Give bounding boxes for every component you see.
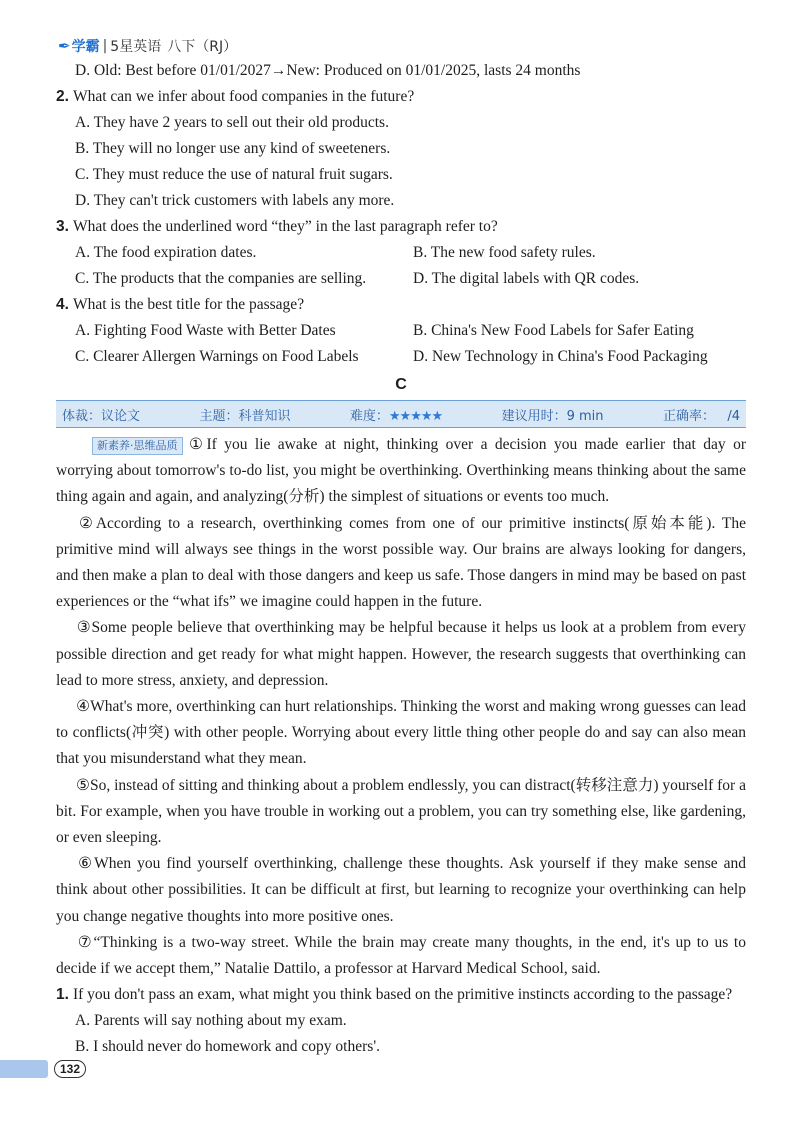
option-row	[56, 318, 746, 344]
paragraph-4	[56, 694, 746, 773]
grade-label: 八下（RJ）	[167, 39, 238, 55]
option: D. They can't trick customers with labels any more.	[75, 192, 395, 209]
option-row	[56, 240, 746, 266]
question-3	[56, 214, 746, 240]
prev-option-d: D. Old: Best before 01/01/2027→New: Produced on 01/01/2025, lasts 24 months	[75, 62, 581, 79]
section-letter: C	[395, 376, 407, 393]
difficulty-label: 难度：	[349, 408, 389, 424]
star-rating-icon: ★★★★★	[388, 408, 443, 424]
option: B. China's New Food Labels for Safer Eating	[413, 322, 694, 339]
paragraph-1	[56, 432, 746, 511]
option: B. They will no longer use any kind of sweeteners.	[75, 140, 391, 157]
option: A. They have 2 years to sell out their old products.	[75, 114, 389, 131]
page-number: 132	[54, 1060, 86, 1078]
skill-badge: 新素养·思维品质	[92, 437, 183, 455]
question-number: 4.	[56, 296, 69, 313]
option: C. The products that the companies are selling.	[75, 270, 367, 287]
footer-decoration	[0, 1060, 48, 1078]
paragraph-6	[56, 851, 746, 930]
brand-logo	[58, 36, 100, 56]
series-name: 5星英语	[110, 39, 162, 55]
paragraph-7	[56, 930, 746, 982]
paragraph-text: ⑤So, instead of sitting and thinking about a problem endlessly, you can distract(转移注意力) yourself for a bit. For example, when you have trouble in working out a problem, you can try something else, like gardening, or even sleeping.	[56, 776, 746, 847]
question-c1	[56, 982, 746, 1008]
option: B. I should never do homework and copy others'.	[75, 1038, 380, 1056]
brand-name: 学霸	[71, 39, 100, 55]
option: D. The digital labels with QR codes.	[413, 270, 640, 287]
question-number: 1.	[56, 986, 69, 1004]
topic-label: 主题：科普知识	[199, 408, 291, 424]
question-text: If you don't pass an exam, what might you think based on the primitive instincts according to the passage?	[72, 986, 733, 1004]
question-text: What is the best title for the passage?	[72, 296, 305, 313]
option: A. Parents will say nothing about my exam.	[75, 1012, 347, 1030]
question-number: 2.	[56, 88, 69, 105]
header-separator: |	[102, 38, 108, 54]
passage-info-bar	[56, 400, 746, 428]
paragraph-text: ②According to a research, overthinking comes from one of our primitive instincts(原始本能). The primitive mind will always see things in the worst possible way. Our brains are always looking for dangers, and then make a plan to deal with those dangers and keep us safe. Those dangers in mind may be based on past experiences or the “what ifs” we imagine could happen in the future.	[56, 514, 746, 611]
paragraph-text: ⑦“Thinking is a two-way street. While the brain may create many thoughts, in the end, it's up to us to decide if we accept them,” Natalie Dattilo, a professor at Harvard Medical School, said.	[56, 933, 746, 978]
page-header	[58, 36, 237, 56]
question-2	[56, 84, 746, 110]
accuracy-label: 正确率： /4	[662, 408, 740, 424]
page-content	[56, 58, 746, 1060]
paragraph-3	[56, 615, 746, 694]
genre-label: 体裁：议论文	[62, 408, 141, 424]
time-label: 建议用时：9 min	[501, 408, 604, 424]
option: C. They must reduce the use of natural fruit sugars.	[75, 166, 393, 183]
option-row	[56, 344, 746, 370]
paragraph-text: ④What's more, overthinking can hurt relationships. Thinking the worst and making wrong guesses can lead to conflicts(冲突) with other people. Worrying about every little thing other people do and say can also mean that you misunderstand what they mean.	[56, 698, 746, 768]
brand-leaf-icon: ✒	[58, 37, 71, 55]
option: A. Fighting Food Waste with Better Dates	[75, 322, 336, 339]
difficulty	[350, 405, 442, 424]
question-text: What can we infer about food companies in the future?	[72, 88, 415, 105]
question-4	[56, 292, 746, 318]
option-row	[56, 266, 746, 292]
paragraph-text: ③Some people believe that overthinking may be helpful because it helps us look at a problem from every possible direction and get ready for what might happen. However, the research suggests that overthinking can lead to more stress, anxiety, and depression.	[56, 619, 746, 689]
paragraph-5	[56, 773, 746, 852]
option: C. Clearer Allergen Warnings on Food Labels	[75, 348, 359, 365]
option: A. The food expiration dates.	[75, 244, 257, 261]
question-number: 3.	[56, 218, 69, 235]
paragraph-text: ⑥When you find yourself overthinking, challenge these thoughts. Ask yourself if they make sense and think about other possibilities. It can be difficult at first, but learning to recognize your overthinking can help you change negative thoughts into more positive ones.	[56, 855, 746, 925]
option: B. The new food safety rules.	[413, 244, 596, 261]
question-text: What does the underlined word “they” in the last paragraph refer to?	[72, 218, 498, 235]
paragraph-text: ①If you lie awake at night, thinking over a decision you made earlier that day or worrying about tomorrow's to-do list, you might be overthinking. Overthinking means thinking about the same thing again and again, and analyzing(分析) the simplest of situations or events too much.	[56, 436, 746, 506]
paragraph-2	[56, 511, 746, 616]
option: D. New Technology in China's Food Packaging	[413, 348, 708, 365]
page-footer	[0, 1060, 86, 1078]
